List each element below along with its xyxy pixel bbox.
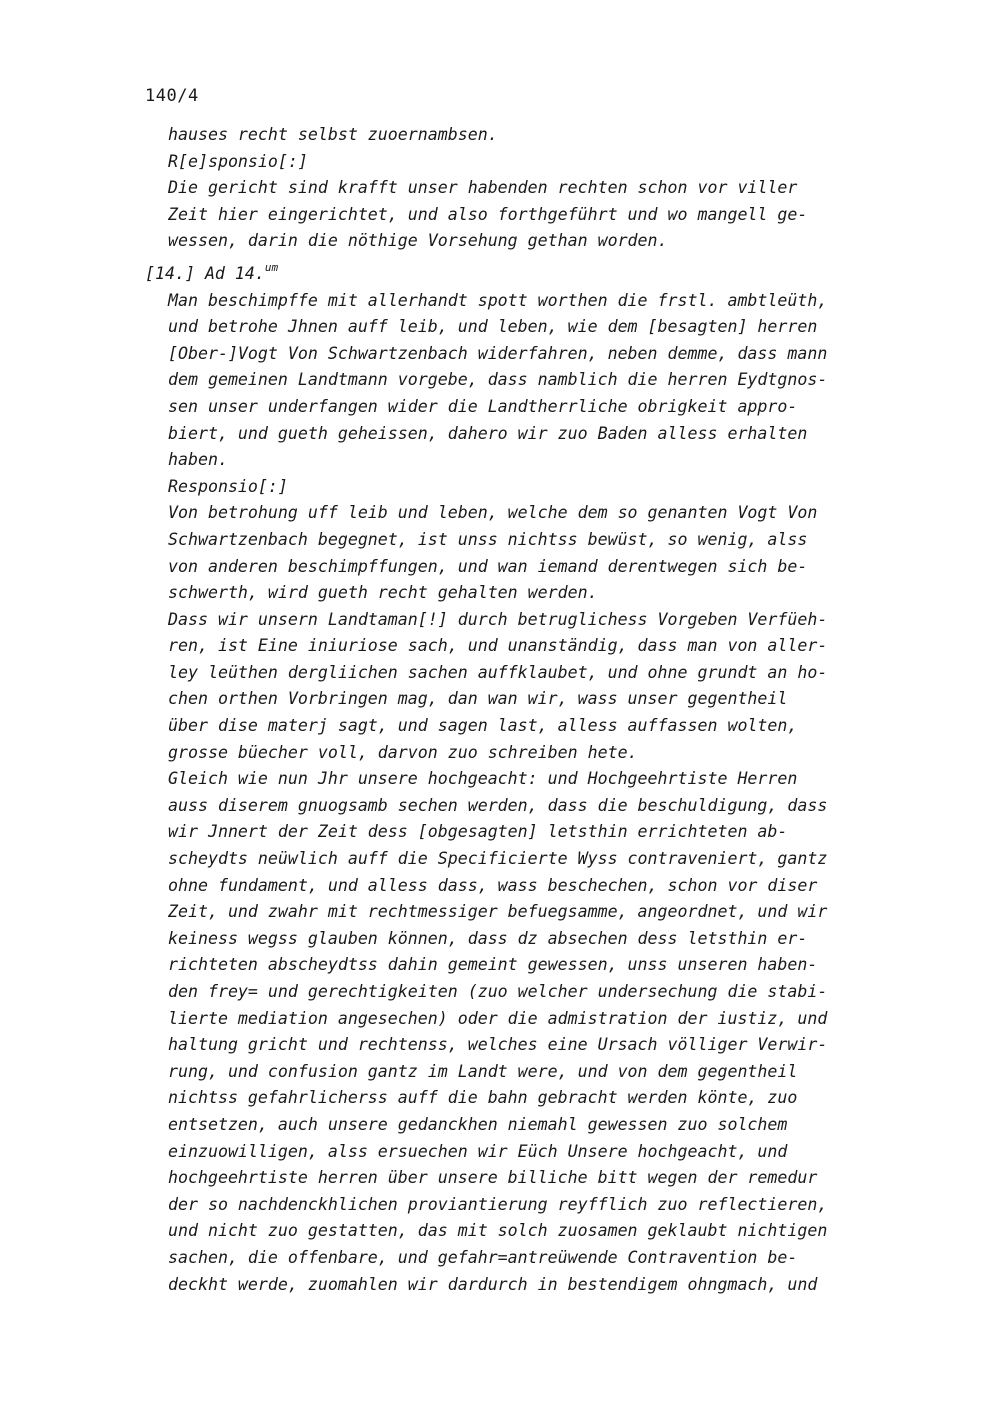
text-line: sen unser underfangen wider die Landtherrliche obrigkeit appro-: [168, 396, 798, 416]
text-line: Zeit, und zwahr mit rechtmessiger befuegsamme, angeordnet, und wir: [168, 902, 828, 922]
text-line: [Ober-]Vogt Von Schwartzenbach widerfahren, neben demme, dass mann: [168, 343, 828, 363]
text-line: Schwartzenbach begegnet, ist unss nichtss bewüst, so wenig, alss: [168, 529, 808, 549]
text-line: richteten abscheydtss dahin gemeint gewessen, unss unseren haben-: [168, 955, 818, 975]
text-line: den frey= und gerechtigkeiten (zuo welcher undersechung die stabi-: [168, 982, 828, 1001]
text-line: Gleich wie nun Jhr unsere hochgeacht: und Hochgeehrtiste Herren: [168, 769, 798, 789]
text-line: und betrohe Jhnen auff leib, und leben, wie dem [besagten] herren: [168, 317, 818, 337]
text-line: haben.: [168, 450, 228, 470]
text-line: chen orthen Vorbringen mag, dan wan wir, wass unser gegentheil: [168, 689, 788, 709]
text-line: lierte mediation angesechen) oder die admistration der iustiz, und: [168, 1008, 828, 1028]
page-number: 140/4: [145, 86, 199, 106]
text-line: Dass wir unsern Landtaman[!] durch betruglichess Vorgeben Verfüeh-: [168, 609, 828, 629]
text-line: keiness wegss glauben können, dass dz absechen dess letsthin er-: [168, 928, 808, 948]
text-line: hochgeehrtiste herren über unsere billiche bitt wegen der remedur: [168, 1168, 818, 1188]
text-line: von anderen beschimpffungen, und wan iemand derentwegen sich be-: [168, 556, 808, 576]
text-line: einzuowilligen, alss ersuechen wir Eüch Unsere hochgeacht, und: [168, 1141, 788, 1161]
text-line: der so nachdenckhlichen proviantierung reyfflich zuo reflectieren,: [168, 1194, 828, 1214]
text-line: ohne fundament, und alless dass, wass beschechen, schon vor diser: [168, 875, 818, 895]
text-line: deckht werde, zuomahlen wir dardurch in bestendigem ohngmach, und: [168, 1274, 818, 1294]
text-line: ley leüthen dergliichen sachen auffklaubet, und ohne grundt an ho-: [168, 662, 828, 682]
text-line: scheydts neüwlich auff die Specificierte Wyss contraveniert, gantz: [168, 849, 828, 869]
text-line: dem gemeinen Landtmann vorgebe, dass namblich die herren Eydtgnos-: [168, 370, 828, 390]
document-body: [145, 122, 945, 1298]
section-heading-label: [14.] Ad 14.: [145, 263, 265, 283]
text-line: entsetzen, auch unsere gedanckhen niemahl gewessen zuo solchem: [168, 1114, 788, 1134]
text-line: wessen, darin die nöthige Vorsehung gethan worden.: [168, 231, 668, 251]
text-line: auss diserem gnuogsamb sechen werden, dass die beschuldigung, dass: [168, 795, 828, 815]
text-line: ren, ist Eine iniuriose sach, und unanständig, dass man von aller-: [168, 636, 828, 656]
text-line: nichtss gefahrlicherss auff die bahn gebracht werden könte, zuo: [168, 1088, 798, 1108]
text-line: hauses recht selbst zuoernambsen.: [168, 125, 498, 144]
text-line: rung, und confusion gantz im Landt were, und von dem gegentheil: [168, 1061, 798, 1081]
text-line: Man beschimpffe mit allerhandt spott worthen die frstl. ambtleüth,: [168, 290, 828, 310]
text-line: grosse büecher voll, darvon zuo schreiben hete.: [168, 742, 638, 762]
text-line: biert, und gueth geheissen, dahero wir zuo Baden alless erhalten: [168, 423, 808, 443]
text-line: Zeit hier eingerichtet, und also forthgeführt und wo mangell ge-: [168, 204, 808, 224]
text-line: Responsio[:]: [168, 476, 288, 496]
text-line: sachen, die offenbare, und gefahr=antreüwende Contravention be-: [168, 1247, 798, 1267]
section-heading-superscript: um: [264, 260, 279, 274]
text-line: über dise materj sagt, und sagen last, alless auffassen wolten,: [168, 716, 798, 736]
section-heading: [145, 255, 945, 288]
text-line: haltung gricht und rechtenss, welches eine Ursach völliger Verwir-: [168, 1035, 828, 1055]
text-line: wir Jnnert der Zeit dess [obgesagten] letsthin errichteten ab-: [168, 822, 788, 842]
text-line: schwerth, wird gueth recht gehalten werden.: [168, 583, 598, 603]
text-line: R[e]sponsio[:]: [168, 151, 308, 171]
text-line: Die gericht sind krafft unser habenden rechten schon vor viller: [168, 178, 798, 198]
text-line: Von betrohung uff leib und leben, welche dem so genanten Vogt Von: [168, 503, 818, 523]
text-line: und nicht zuo gestatten, das mit solch zuosamen geklaubt nichtigen: [168, 1221, 828, 1241]
